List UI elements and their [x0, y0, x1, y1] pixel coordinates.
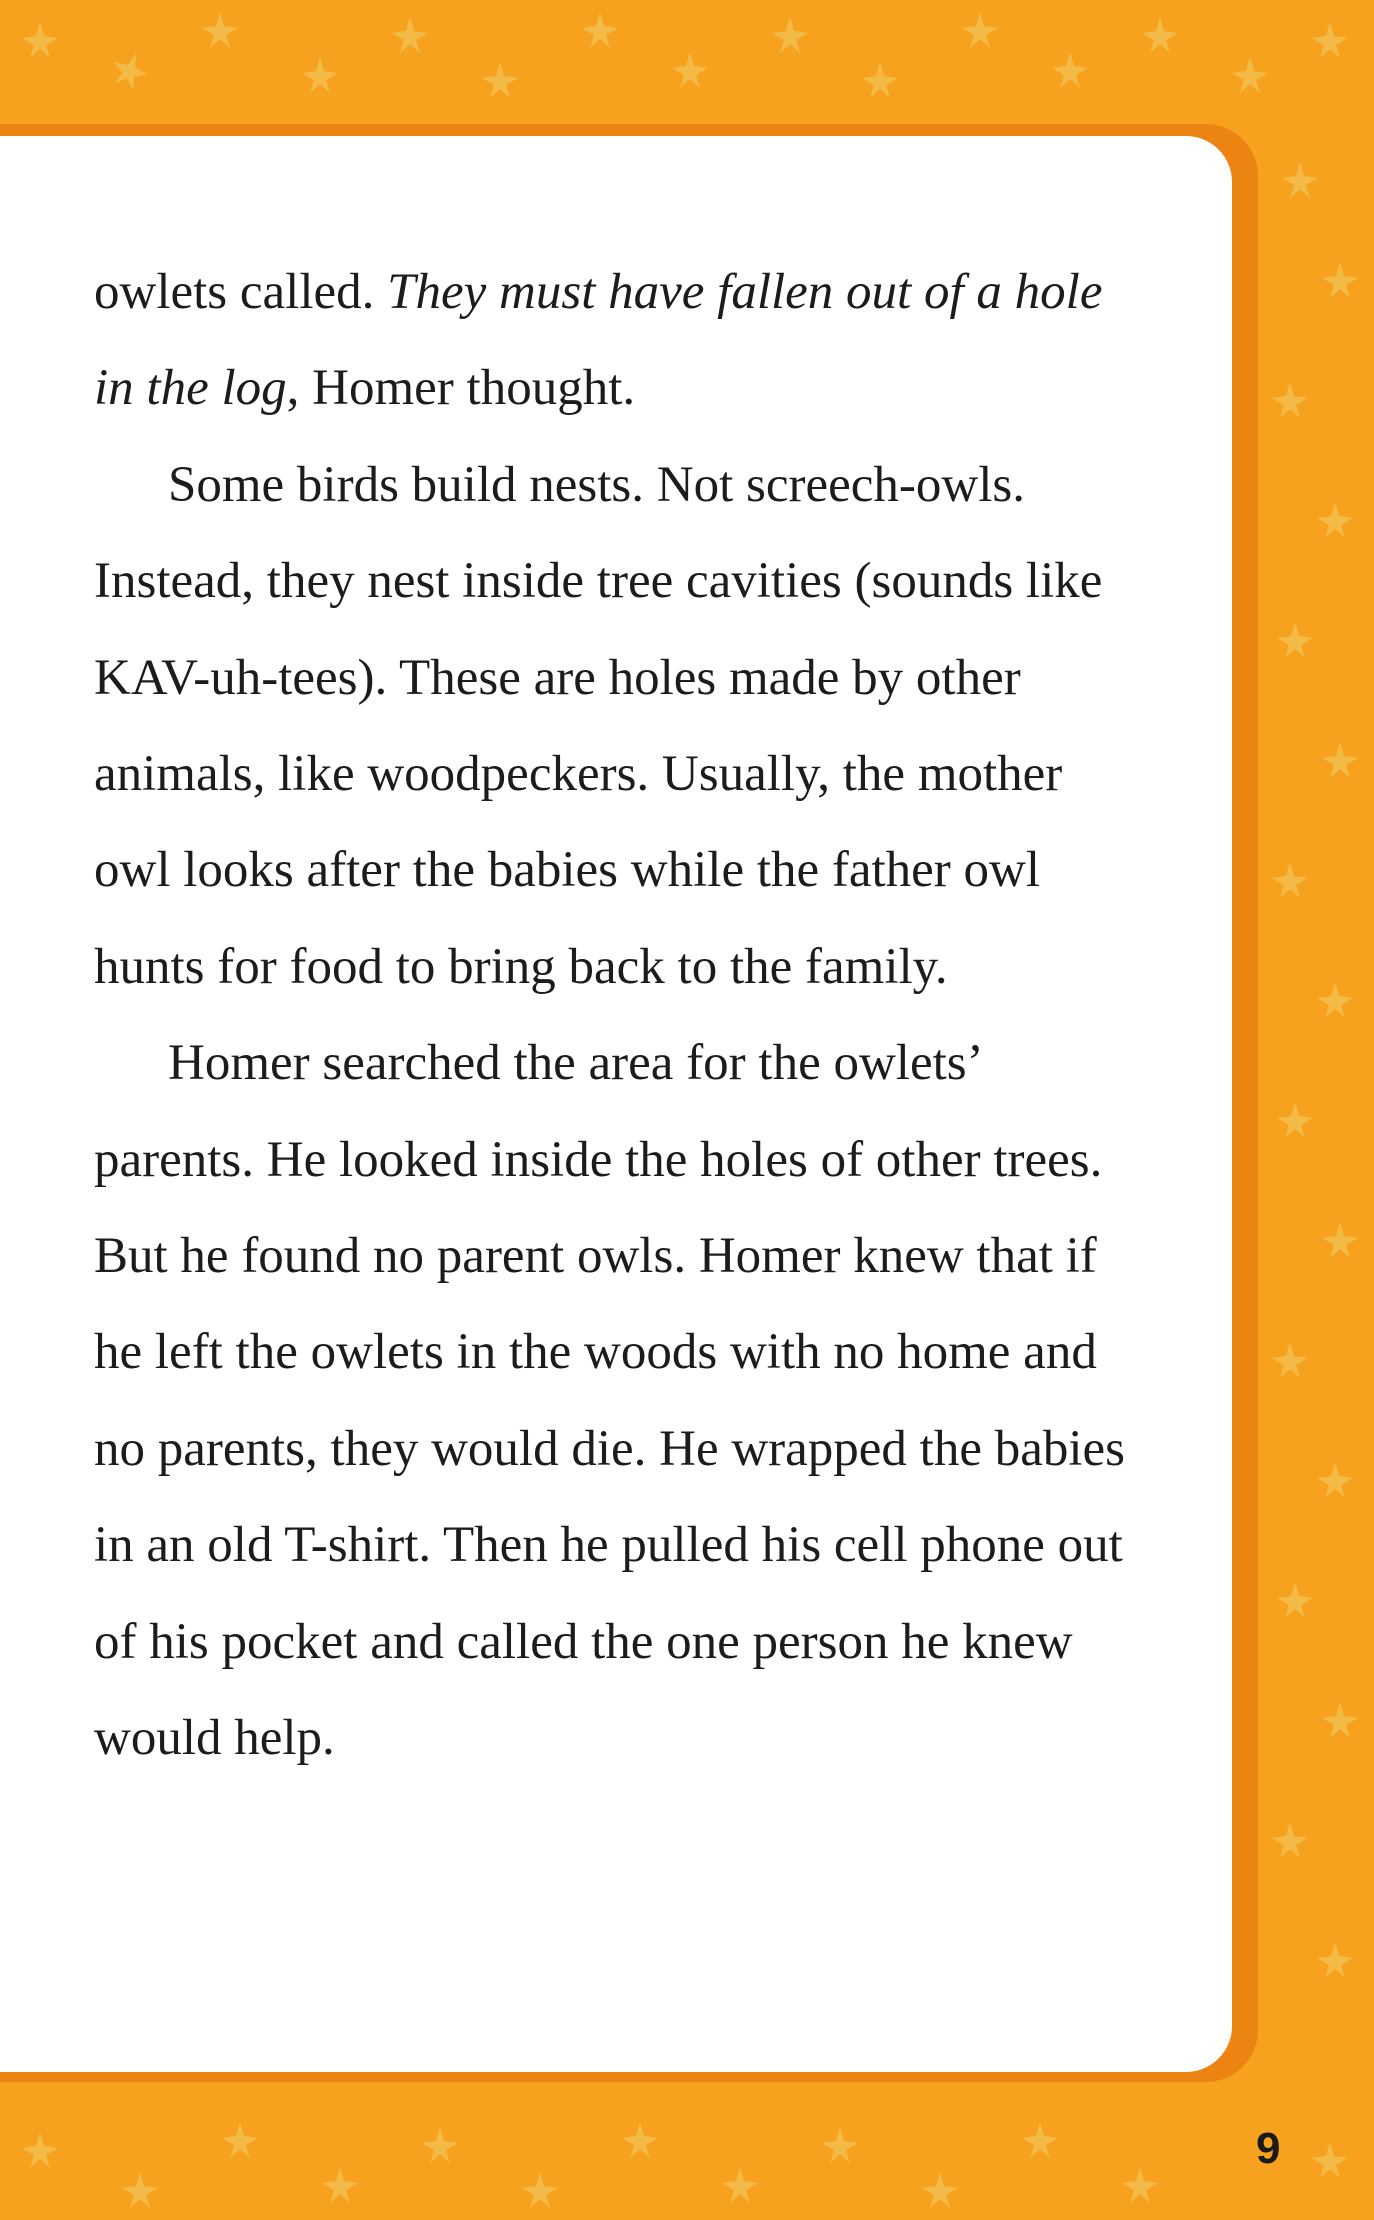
body-text	[94, 244, 1134, 1787]
paragraph-2: Some birds build nests. Not screech-owls. Instead, they nest inside tree cavities (sounds like KAV-uh-tees). These are holes made by other animals, like woodpeckers. Usually, the mother owl looks after the babies while the father owl hunts for food to bring back to the family.	[94, 456, 1103, 995]
paragraph-1-end: , Homer thought.	[286, 360, 636, 417]
paragraph-3: Homer searched the area for the owlets’ parents. He looked inside the holes of other trees. But he found no parent owls. Homer knew that if he left the owlets in the woods with no home and no parents, they would die. He wrapped the babies in an old T-shirt. Then he pulled his cell phone out of his pocket and called the one person he knew would help.	[94, 1035, 1126, 1767]
paragraph-1	[94, 244, 1134, 437]
paragraph-1-italic: They must have fallen out of a hole in the log	[94, 264, 1103, 417]
paragraph-1-start: owlets called.	[94, 264, 388, 320]
page-number: 9	[1256, 2124, 1281, 2173]
